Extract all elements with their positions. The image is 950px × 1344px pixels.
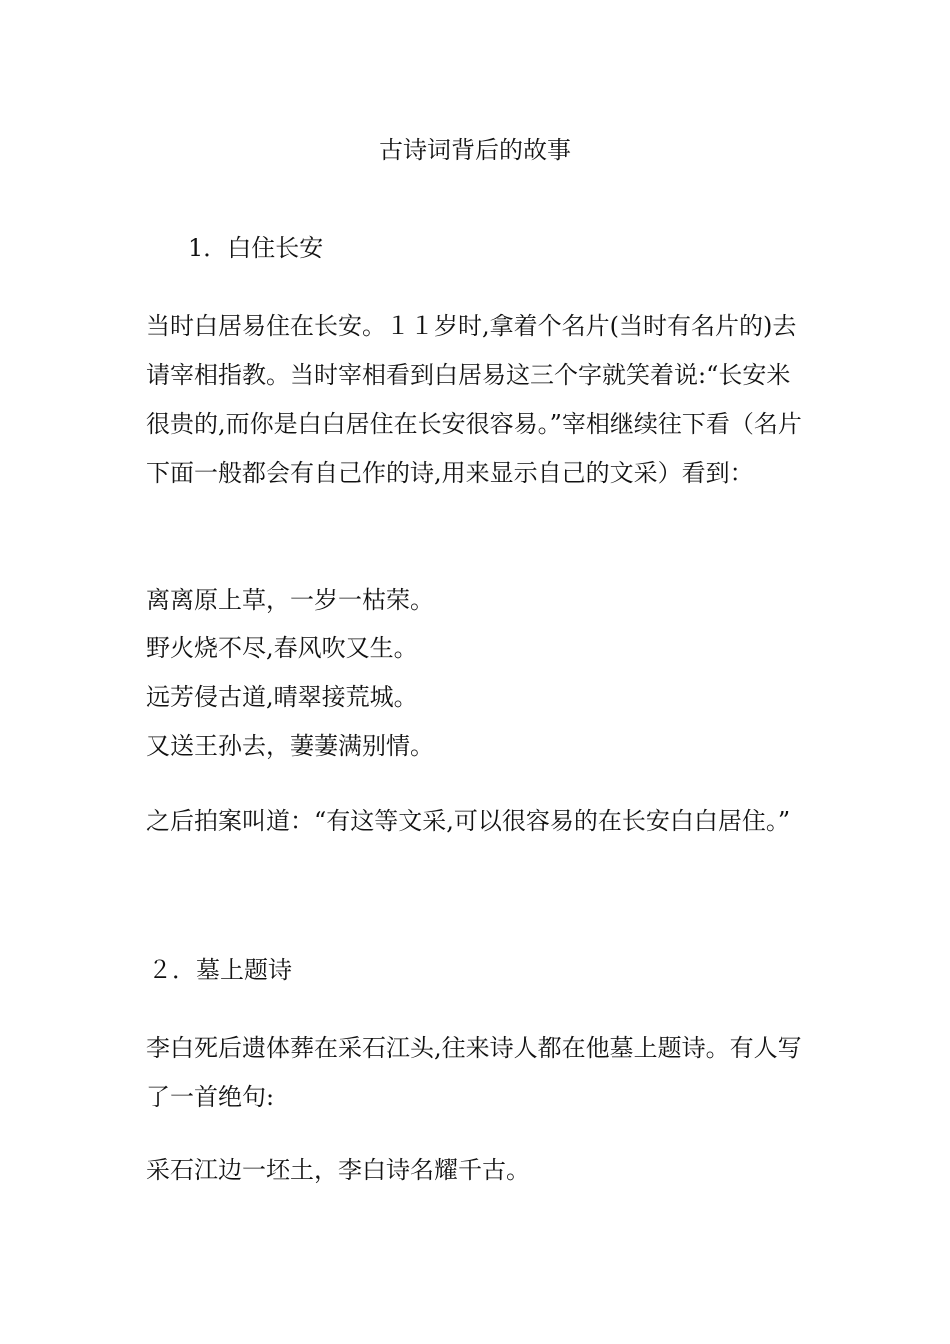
section-heading-2: ２．墓上题诗	[148, 956, 292, 984]
poem2-line-1: 采石江边一坯土，李白诗名耀千古。	[146, 1156, 530, 1184]
poem1-line-2: 野火烧不尽,春风吹又生。	[146, 634, 418, 662]
poem1-line-1: 离离原上草，一岁一枯荣。	[146, 586, 434, 614]
section-heading-1: 1．白住长安	[188, 234, 324, 262]
poem1-line-3: 远芳侵古道,晴翠接荒城。	[146, 683, 418, 711]
section1-intro-paragraph: 当时白居易住在长安。１１岁时,拿着个名片(当时有名片的)去请宰相指教。当时宰相看到白居易这三个字就笑着说:“长安米很贵的,而你是白白居住在长安很容易。”宰相继续往下看（名片下面一般都会有自己作的诗,用来显示自己的文采）看到：	[146, 312, 802, 487]
poem1-line-4: 又送王孙去，萋萋满别情。	[146, 732, 434, 760]
document-title: 古诗词背后的故事	[379, 136, 571, 164]
section1-ending-paragraph: 之后拍案叫道：“有这等文采,可以很容易的在长安白白居住。”	[146, 807, 791, 835]
section2-intro-paragraph: 李白死后遗体葬在采石江头,往来诗人都在他墓上题诗。有人写了一首绝句:	[146, 1034, 802, 1111]
